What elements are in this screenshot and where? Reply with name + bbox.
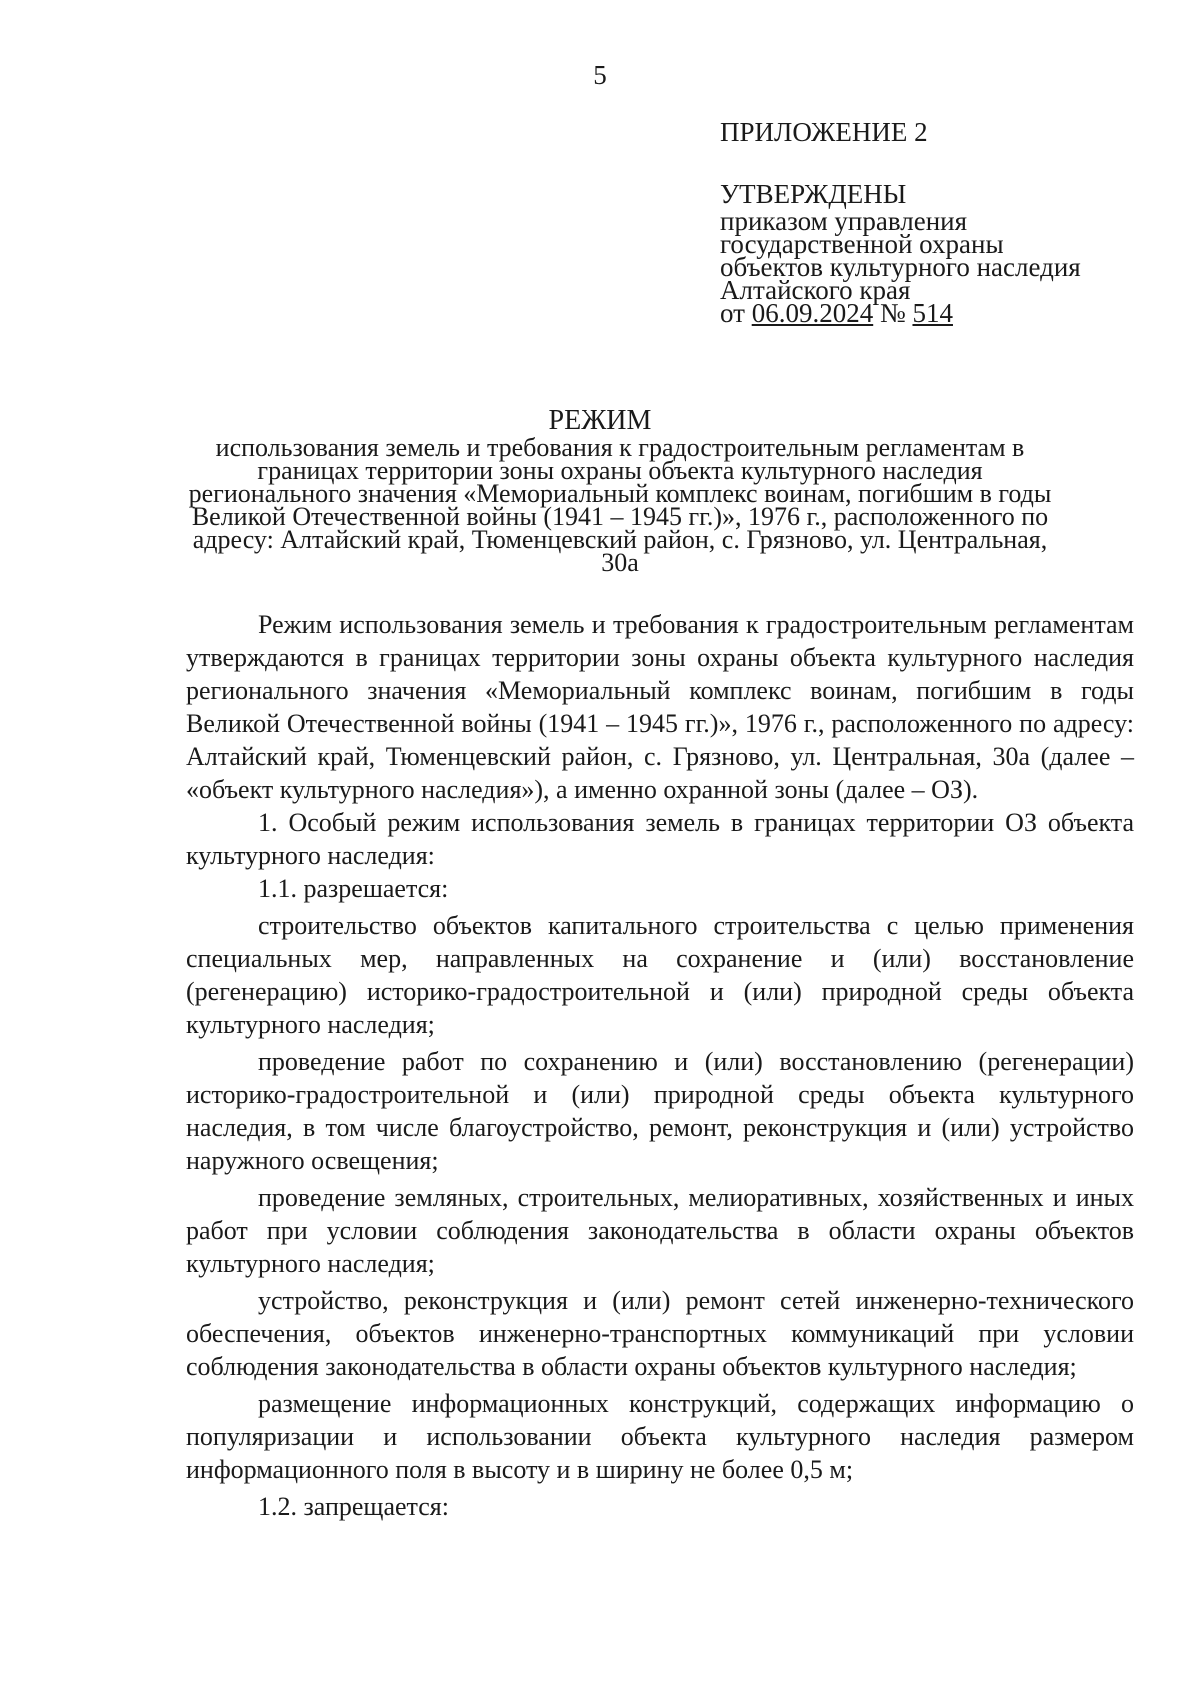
approval-line-4: Алтайского края — [720, 275, 911, 305]
document-body — [186, 608, 1134, 1523]
approval-from: от — [720, 298, 745, 328]
appendix-label: ПРИЛОЖЕНИЕ 2 — [720, 117, 928, 147]
section-1-heading: 1. Особый режим использования земель в границах территории ОЗ объекта культурного наследия: — [186, 808, 1134, 870]
section-1-1-heading: 1.1. разрешается: — [258, 874, 449, 903]
approval-line-1: приказом управления — [720, 206, 968, 236]
permitted-item-3: проведение земляных, строительных, мелиоративных, хозяйственных и иных работ при условии соблюдения законодательства в области охраны объектов культурного наследия; — [186, 1183, 1134, 1278]
approval-heading: УТВЕРЖДЕНЫ — [720, 179, 907, 209]
approval-date-line — [720, 298, 1081, 328]
intro-paragraph: Режим использования земель и требования к градостроительным регламентам утверждаются в границах территории зоны охраны объекта культурного наследия регионального значения «Мемориальный комплекс воинам, погибшим в годы Великой Отечественной войны (1941 – 1945 гг.)», 1976 г., расположенного по адресу: Алтайский край, Тюменцевский район, с. Грязново, ул. Центральная, 30а (далее – «объект культурного наследия»), а именно охранной зоны (далее – ОЗ). — [186, 610, 1134, 804]
permitted-item-2: проведение работ по сохранению и (или) восстановлению (регенерации) историко-градостроительной и (или) природной среды объекта культурного наследия, в том числе благоустройство, ремонт, реконструкция и (или) устройство наружного освещения; — [186, 1047, 1134, 1175]
approval-date: 06.09.2024 — [751, 298, 874, 328]
permitted-item-1: строительство объектов капитального строительства с целью применения специальных мер, направленных на сохранение и (или) восстановление (регенерацию) историко-градостроительной и (или) природной среды объекта культурного наследия; — [186, 911, 1134, 1039]
permitted-item-5: размещение информационных конструкций, содержащих информацию о популяризации и использовании объекта культурного наследия размером информационного поля в высоту и в ширину не более 0,5 м; — [186, 1389, 1134, 1484]
section-1-2-heading: 1.2. запрещается: — [258, 1492, 449, 1521]
page-number: 5 — [593, 60, 607, 90]
approval-line-3: объектов культурного наследия — [720, 252, 1081, 282]
approval-line-2: государственной охраны — [720, 229, 1004, 259]
approval-number: 514 — [912, 298, 953, 328]
document-title: РЕЖИМ — [548, 405, 652, 436]
permitted-item-4: устройство, реконструкция и (или) ремонт сетей инженерно-технического обеспечения, объектов инженерно-транспортных коммуникаций при условии соблюдения законодательства в области охраны объектов культурного наследия; — [186, 1286, 1134, 1381]
approval-number-sign: № — [879, 298, 906, 328]
document-subtitle: использования земель и требования к градостроительным регламентам в границах территории зоны охраны объекта культурного наследия регионального значения «Мемориальный комплекс воинам, погибшим в годы Великой Отечественной войны (1941 – 1945 гг.)», 1976 г., расположенного по адресу: Алтайский край, Тюменцевский район, с. Грязново, ул. Центральная, 30а — [188, 433, 1052, 577]
approval-block — [720, 179, 1081, 328]
